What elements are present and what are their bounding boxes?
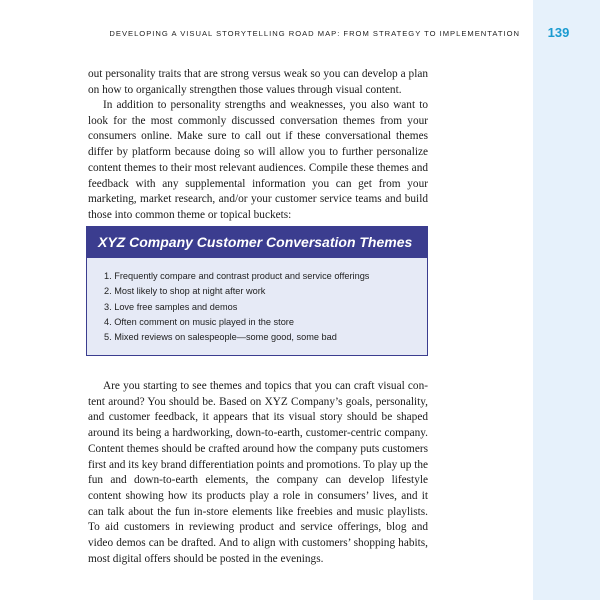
running-head: DEVELOPING A VISUAL STORYTELLING ROAD MAP: FROM STRATEGY TO IMPLEMENTATION <box>109 29 520 38</box>
page-number: 139 <box>547 25 570 40</box>
body-paragraph-3: Are you starting to see themes and topics that you can craft visual content around? You should be. Based on XYZ Company’s goals, personality, and customer feedback, it appears that its visual story should be shaped around its being a hardworking, down-to-earth, customer-centric company. Content themes should be crafted around how the company puts customers first and its key brand differentiation points and promotions. To play up the fun and down-to-earth elements, the company can develop lifestyle content showing how its products play a role in consumers’ lives, and it can talk about the fun in-store elements like freebies and music playlists. To aid customers in reviewing product and service offerings, blog and video demos can be drafted. And to align with customers’ shopping habits, most digital offers should be posted in the evenings. <box>88 380 428 565</box>
conversation-themes-box <box>86 226 428 356</box>
theme-item: 2. Most likely to shop at night after work <box>104 286 266 297</box>
conversation-themes-list <box>87 258 427 345</box>
theme-item: 4. Often comment on music played in the store <box>104 316 294 327</box>
page-edge-band <box>533 0 600 600</box>
conversation-themes-title: XYZ Company Customer Conversation Themes <box>87 227 427 258</box>
body-paragraph-2: In addition to personality strengths and weaknesses, you also want to look for the most commonly discussed conversation themes from your consumers online. Make sure to call out if these conversational themes differ by platform because doing so will allow you to further personalize content themes to their most relevant audiences. Compile these themes and feedback with any supplemental information you can get from your marketing, market research, and/or your customer service teams and build those into common theme or topical buckets: <box>88 99 428 221</box>
theme-item: 3. Love free samples and demos <box>104 301 238 312</box>
theme-item: 5. Mixed reviews on salespeople—some good, some bad <box>104 332 337 343</box>
body-paragraph-1: out personality traits that are strong versus weak so you can develop a plan on how to organically strengthen those values through visual content. <box>88 68 428 96</box>
theme-item: 1. Frequently compare and contrast product and service offerings <box>104 271 370 281</box>
